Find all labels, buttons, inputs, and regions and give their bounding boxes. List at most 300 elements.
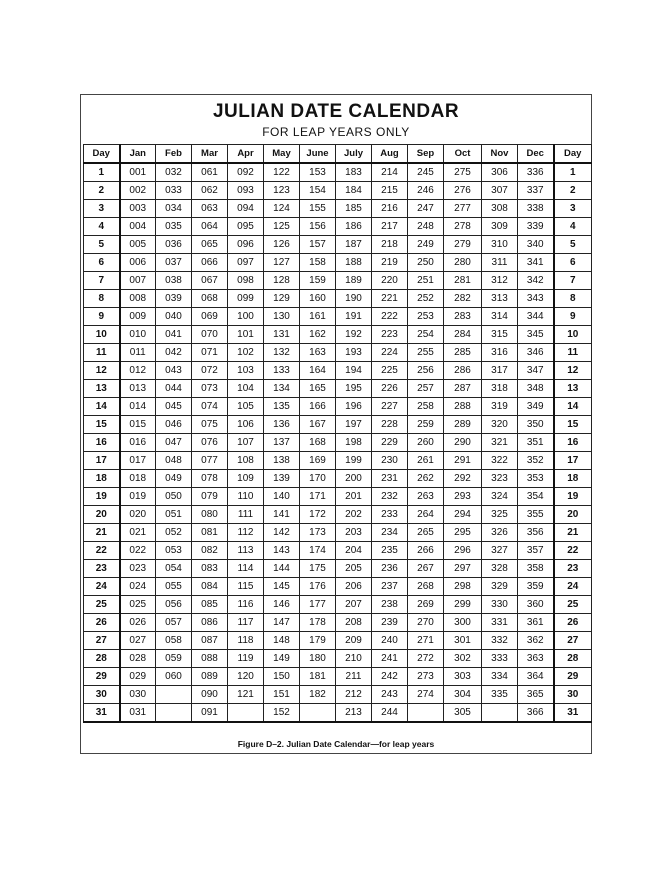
column-header: May	[264, 145, 300, 164]
table-row	[84, 416, 592, 434]
julian-day-cell: 338	[518, 200, 554, 218]
julian-day-cell: 255	[408, 344, 444, 362]
table-row	[84, 704, 592, 723]
julian-day-cell: 024	[120, 578, 156, 596]
julian-day-cell: 102	[228, 344, 264, 362]
julian-day-cell: 226	[372, 380, 408, 398]
julian-day-cell: 104	[228, 380, 264, 398]
julian-day-cell: 277	[444, 200, 482, 218]
julian-day-cell: 253	[408, 308, 444, 326]
julian-day-cell: 092	[228, 163, 264, 182]
julian-day-cell: 087	[192, 632, 228, 650]
julian-day-cell: 288	[444, 398, 482, 416]
julian-day-cell: 259	[408, 416, 444, 434]
julian-day-cell: 070	[192, 326, 228, 344]
julian-day-cell: 275	[444, 163, 482, 182]
julian-day-cell: 006	[120, 254, 156, 272]
julian-day-cell: 286	[444, 362, 482, 380]
julian-day-cell: 211	[336, 668, 372, 686]
julian-day-cell: 099	[228, 290, 264, 308]
julian-day-cell: 127	[264, 254, 300, 272]
day-cell: 17	[554, 452, 592, 470]
day-cell: 10	[84, 326, 120, 344]
julian-day-cell: 058	[156, 632, 192, 650]
table-row	[84, 650, 592, 668]
julian-day-cell: 056	[156, 596, 192, 614]
julian-day-cell: 328	[482, 560, 518, 578]
table-row	[84, 506, 592, 524]
julian-day-cell: 260	[408, 434, 444, 452]
julian-day-cell: 035	[156, 218, 192, 236]
table-row	[84, 632, 592, 650]
julian-day-cell: 057	[156, 614, 192, 632]
julian-day-cell: 119	[228, 650, 264, 668]
column-header: Day	[554, 145, 592, 164]
julian-day-cell: 271	[408, 632, 444, 650]
day-cell: 12	[84, 362, 120, 380]
julian-day-cell: 183	[336, 163, 372, 182]
julian-day-cell: 362	[518, 632, 554, 650]
julian-day-cell: 128	[264, 272, 300, 290]
julian-day-cell: 245	[408, 163, 444, 182]
day-cell: 29	[554, 668, 592, 686]
julian-day-cell: 109	[228, 470, 264, 488]
table-row	[84, 254, 592, 272]
julian-day-cell: 075	[192, 416, 228, 434]
julian-day-cell: 190	[336, 290, 372, 308]
table-row	[84, 596, 592, 614]
table-body	[84, 163, 592, 722]
julian-day-cell: 041	[156, 326, 192, 344]
julian-day-cell: 210	[336, 650, 372, 668]
day-cell: 9	[84, 308, 120, 326]
julian-day-cell: 111	[228, 506, 264, 524]
julian-day-cell: 301	[444, 632, 482, 650]
julian-day-cell: 021	[120, 524, 156, 542]
julian-day-cell: 356	[518, 524, 554, 542]
julian-day-cell: 224	[372, 344, 408, 362]
julian-day-cell: 010	[120, 326, 156, 344]
julian-day-cell: 203	[336, 524, 372, 542]
julian-day-cell: 159	[300, 272, 336, 290]
julian-day-cell: 231	[372, 470, 408, 488]
julian-day-cell: 016	[120, 434, 156, 452]
table-row	[84, 326, 592, 344]
column-header: Aug	[372, 145, 408, 164]
julian-day-cell: 117	[228, 614, 264, 632]
julian-day-cell: 185	[336, 200, 372, 218]
julian-day-cell: 166	[300, 398, 336, 416]
julian-day-cell: 287	[444, 380, 482, 398]
julian-day-cell: 015	[120, 416, 156, 434]
julian-day-cell: 336	[518, 163, 554, 182]
julian-day-cell: 236	[372, 560, 408, 578]
julian-day-cell: 250	[408, 254, 444, 272]
julian-day-cell: 116	[228, 596, 264, 614]
julian-day-cell: 050	[156, 488, 192, 506]
julian-day-cell: 052	[156, 524, 192, 542]
julian-day-cell: 327	[482, 542, 518, 560]
julian-day-cell: 193	[336, 344, 372, 362]
julian-day-cell: 046	[156, 416, 192, 434]
julian-day-cell: 294	[444, 506, 482, 524]
julian-day-cell: 037	[156, 254, 192, 272]
julian-day-cell: 290	[444, 434, 482, 452]
julian-day-cell: 312	[482, 272, 518, 290]
table-row	[84, 344, 592, 362]
julian-day-cell: 049	[156, 470, 192, 488]
day-cell: 14	[554, 398, 592, 416]
julian-day-cell: 219	[372, 254, 408, 272]
julian-day-cell: 216	[372, 200, 408, 218]
julian-day-cell: 302	[444, 650, 482, 668]
julian-day-cell: 352	[518, 452, 554, 470]
julian-day-cell: 178	[300, 614, 336, 632]
day-cell: 17	[84, 452, 120, 470]
julian-day-cell: 107	[228, 434, 264, 452]
julian-day-cell: 076	[192, 434, 228, 452]
julian-day-cell: 227	[372, 398, 408, 416]
julian-day-cell: 263	[408, 488, 444, 506]
julian-day-cell: 129	[264, 290, 300, 308]
julian-day-cell: 197	[336, 416, 372, 434]
julian-day-cell	[156, 704, 192, 723]
julian-day-cell: 209	[336, 632, 372, 650]
day-cell: 19	[554, 488, 592, 506]
julian-day-cell: 237	[372, 578, 408, 596]
julian-day-cell: 132	[264, 344, 300, 362]
julian-day-cell: 222	[372, 308, 408, 326]
julian-day-cell: 326	[482, 524, 518, 542]
julian-day-cell: 229	[372, 434, 408, 452]
julian-day-cell: 201	[336, 488, 372, 506]
day-cell: 25	[554, 596, 592, 614]
julian-day-cell: 086	[192, 614, 228, 632]
julian-day-cell: 148	[264, 632, 300, 650]
julian-day-cell: 152	[264, 704, 300, 723]
julian-day-cell: 267	[408, 560, 444, 578]
julian-day-cell: 314	[482, 308, 518, 326]
day-cell: 23	[84, 560, 120, 578]
day-cell: 12	[554, 362, 592, 380]
julian-day-cell: 262	[408, 470, 444, 488]
julian-day-cell: 044	[156, 380, 192, 398]
julian-day-cell: 340	[518, 236, 554, 254]
julian-day-cell: 027	[120, 632, 156, 650]
julian-day-cell: 248	[408, 218, 444, 236]
julian-day-cell: 003	[120, 200, 156, 218]
julian-day-cell: 272	[408, 650, 444, 668]
day-cell: 2	[84, 182, 120, 200]
julian-day-cell: 083	[192, 560, 228, 578]
day-cell: 13	[84, 380, 120, 398]
julian-day-cell: 038	[156, 272, 192, 290]
julian-day-cell: 181	[300, 668, 336, 686]
julian-day-cell: 218	[372, 236, 408, 254]
julian-day-cell: 220	[372, 272, 408, 290]
julian-day-cell: 160	[300, 290, 336, 308]
column-header: Sep	[408, 145, 444, 164]
julian-day-cell: 125	[264, 218, 300, 236]
julian-day-cell: 080	[192, 506, 228, 524]
julian-day-cell: 358	[518, 560, 554, 578]
julian-day-cell: 034	[156, 200, 192, 218]
day-cell: 5	[554, 236, 592, 254]
day-cell: 13	[554, 380, 592, 398]
julian-day-cell: 005	[120, 236, 156, 254]
julian-day-cell: 029	[120, 668, 156, 686]
julian-day-cell: 335	[482, 686, 518, 704]
day-cell: 1	[84, 163, 120, 182]
julian-day-cell: 137	[264, 434, 300, 452]
day-cell: 29	[84, 668, 120, 686]
julian-day-cell: 243	[372, 686, 408, 704]
julian-day-cell: 167	[300, 416, 336, 434]
julian-day-cell: 059	[156, 650, 192, 668]
julian-day-cell: 188	[336, 254, 372, 272]
julian-day-cell: 124	[264, 200, 300, 218]
julian-day-cell: 161	[300, 308, 336, 326]
table-row	[84, 578, 592, 596]
julian-day-cell: 184	[336, 182, 372, 200]
column-header: Dec	[518, 145, 554, 164]
julian-day-cell: 084	[192, 578, 228, 596]
julian-day-cell: 266	[408, 542, 444, 560]
julian-day-cell: 054	[156, 560, 192, 578]
julian-day-cell: 269	[408, 596, 444, 614]
julian-day-cell: 082	[192, 542, 228, 560]
julian-day-cell: 018	[120, 470, 156, 488]
julian-day-cell: 232	[372, 488, 408, 506]
julian-day-cell: 153	[300, 163, 336, 182]
julian-day-cell: 345	[518, 326, 554, 344]
julian-day-cell: 085	[192, 596, 228, 614]
julian-day-cell: 330	[482, 596, 518, 614]
julian-day-cell: 276	[444, 182, 482, 200]
julian-day-cell: 244	[372, 704, 408, 723]
table-row	[84, 182, 592, 200]
calendar-sheet	[80, 94, 592, 754]
day-cell: 6	[554, 254, 592, 272]
table-row	[84, 163, 592, 182]
julian-day-cell: 026	[120, 614, 156, 632]
julian-day-cell: 163	[300, 344, 336, 362]
julian-day-cell	[300, 704, 336, 723]
column-header: Mar	[192, 145, 228, 164]
julian-day-cell: 068	[192, 290, 228, 308]
julian-day-cell: 285	[444, 344, 482, 362]
julian-day-cell: 341	[518, 254, 554, 272]
julian-day-cell: 142	[264, 524, 300, 542]
julian-day-cell: 247	[408, 200, 444, 218]
julian-day-cell: 053	[156, 542, 192, 560]
julian-day-cell: 273	[408, 668, 444, 686]
day-cell: 8	[554, 290, 592, 308]
julian-day-cell: 361	[518, 614, 554, 632]
julian-day-cell: 334	[482, 668, 518, 686]
column-header: Day	[84, 145, 120, 164]
day-cell: 9	[554, 308, 592, 326]
julian-day-cell: 100	[228, 308, 264, 326]
julian-day-cell: 088	[192, 650, 228, 668]
table-row	[84, 218, 592, 236]
julian-day-cell: 206	[336, 578, 372, 596]
julian-day-cell: 095	[228, 218, 264, 236]
julian-day-cell: 191	[336, 308, 372, 326]
julian-day-cell: 008	[120, 290, 156, 308]
julian-day-cell: 305	[444, 704, 482, 723]
julian-day-cell: 170	[300, 470, 336, 488]
table-row	[84, 362, 592, 380]
julian-day-cell: 013	[120, 380, 156, 398]
julian-day-cell: 114	[228, 560, 264, 578]
julian-day-cell: 009	[120, 308, 156, 326]
day-cell: 30	[84, 686, 120, 704]
julian-day-cell: 131	[264, 326, 300, 344]
julian-day-cell: 350	[518, 416, 554, 434]
julian-day-cell: 214	[372, 163, 408, 182]
julian-day-cell: 030	[120, 686, 156, 704]
julian-day-cell: 108	[228, 452, 264, 470]
document-title: JULIAN DATE CALENDAR	[212, 101, 460, 122]
julian-day-cell: 113	[228, 542, 264, 560]
julian-date-table	[83, 144, 592, 723]
julian-day-cell: 283	[444, 308, 482, 326]
julian-day-cell: 031	[120, 704, 156, 723]
table-row	[84, 380, 592, 398]
julian-day-cell: 047	[156, 434, 192, 452]
julian-day-cell: 089	[192, 668, 228, 686]
julian-day-cell: 329	[482, 578, 518, 596]
julian-day-cell: 064	[192, 218, 228, 236]
julian-day-cell: 171	[300, 488, 336, 506]
julian-day-cell: 067	[192, 272, 228, 290]
julian-day-cell: 123	[264, 182, 300, 200]
julian-day-cell: 096	[228, 236, 264, 254]
day-cell: 31	[84, 704, 120, 723]
julian-day-cell: 073	[192, 380, 228, 398]
julian-day-cell: 139	[264, 470, 300, 488]
julian-day-cell: 156	[300, 218, 336, 236]
table-row	[84, 668, 592, 686]
julian-day-cell: 103	[228, 362, 264, 380]
table-row	[84, 272, 592, 290]
julian-day-cell: 320	[482, 416, 518, 434]
day-cell: 20	[84, 506, 120, 524]
julian-day-cell: 106	[228, 416, 264, 434]
julian-day-cell: 149	[264, 650, 300, 668]
day-cell: 15	[554, 416, 592, 434]
table-row	[84, 560, 592, 578]
day-cell: 31	[554, 704, 592, 723]
julian-day-cell: 313	[482, 290, 518, 308]
day-cell: 3	[84, 200, 120, 218]
julian-day-cell: 179	[300, 632, 336, 650]
column-header: June	[300, 145, 336, 164]
julian-day-cell: 228	[372, 416, 408, 434]
julian-day-cell: 020	[120, 506, 156, 524]
julian-day-cell: 296	[444, 542, 482, 560]
day-cell: 11	[554, 344, 592, 362]
julian-day-cell: 043	[156, 362, 192, 380]
julian-day-cell: 122	[264, 163, 300, 182]
day-cell: 2	[554, 182, 592, 200]
julian-day-cell: 112	[228, 524, 264, 542]
table-row	[84, 686, 592, 704]
julian-day-cell: 071	[192, 344, 228, 362]
julian-day-cell: 051	[156, 506, 192, 524]
julian-day-cell: 265	[408, 524, 444, 542]
table-row	[84, 434, 592, 452]
julian-day-cell: 359	[518, 578, 554, 596]
julian-day-cell: 257	[408, 380, 444, 398]
julian-day-cell: 304	[444, 686, 482, 704]
julian-day-cell: 002	[120, 182, 156, 200]
day-cell: 21	[554, 524, 592, 542]
julian-day-cell: 318	[482, 380, 518, 398]
julian-day-cell: 230	[372, 452, 408, 470]
day-cell: 18	[84, 470, 120, 488]
julian-day-cell: 342	[518, 272, 554, 290]
julian-day-cell: 363	[518, 650, 554, 668]
julian-day-cell: 036	[156, 236, 192, 254]
julian-day-cell: 186	[336, 218, 372, 236]
julian-day-cell: 143	[264, 542, 300, 560]
julian-day-cell: 017	[120, 452, 156, 470]
julian-day-cell: 150	[264, 668, 300, 686]
julian-day-cell: 061	[192, 163, 228, 182]
julian-day-cell: 115	[228, 578, 264, 596]
julian-day-cell: 246	[408, 182, 444, 200]
julian-day-cell: 306	[482, 163, 518, 182]
julian-day-cell: 344	[518, 308, 554, 326]
julian-day-cell: 252	[408, 290, 444, 308]
julian-day-cell: 130	[264, 308, 300, 326]
julian-day-cell: 065	[192, 236, 228, 254]
julian-day-cell: 022	[120, 542, 156, 560]
julian-day-cell: 256	[408, 362, 444, 380]
julian-day-cell: 126	[264, 236, 300, 254]
day-cell: 27	[84, 632, 120, 650]
julian-day-cell: 241	[372, 650, 408, 668]
day-cell: 19	[84, 488, 120, 506]
julian-day-cell: 234	[372, 524, 408, 542]
table-row	[84, 542, 592, 560]
julian-day-cell: 063	[192, 200, 228, 218]
julian-day-cell: 014	[120, 398, 156, 416]
julian-day-cell: 357	[518, 542, 554, 560]
julian-day-cell: 176	[300, 578, 336, 596]
julian-day-cell: 172	[300, 506, 336, 524]
day-cell: 7	[554, 272, 592, 290]
julian-day-cell: 297	[444, 560, 482, 578]
julian-day-cell: 353	[518, 470, 554, 488]
day-cell: 28	[554, 650, 592, 668]
julian-day-cell: 354	[518, 488, 554, 506]
julian-day-cell: 264	[408, 506, 444, 524]
day-cell: 21	[84, 524, 120, 542]
day-cell: 7	[84, 272, 120, 290]
julian-day-cell: 346	[518, 344, 554, 362]
julian-day-cell: 339	[518, 218, 554, 236]
julian-day-cell: 091	[192, 704, 228, 723]
julian-day-cell: 158	[300, 254, 336, 272]
day-cell: 25	[84, 596, 120, 614]
day-cell: 18	[554, 470, 592, 488]
column-header: Apr	[228, 145, 264, 164]
julian-day-cell: 321	[482, 434, 518, 452]
day-cell: 26	[84, 614, 120, 632]
